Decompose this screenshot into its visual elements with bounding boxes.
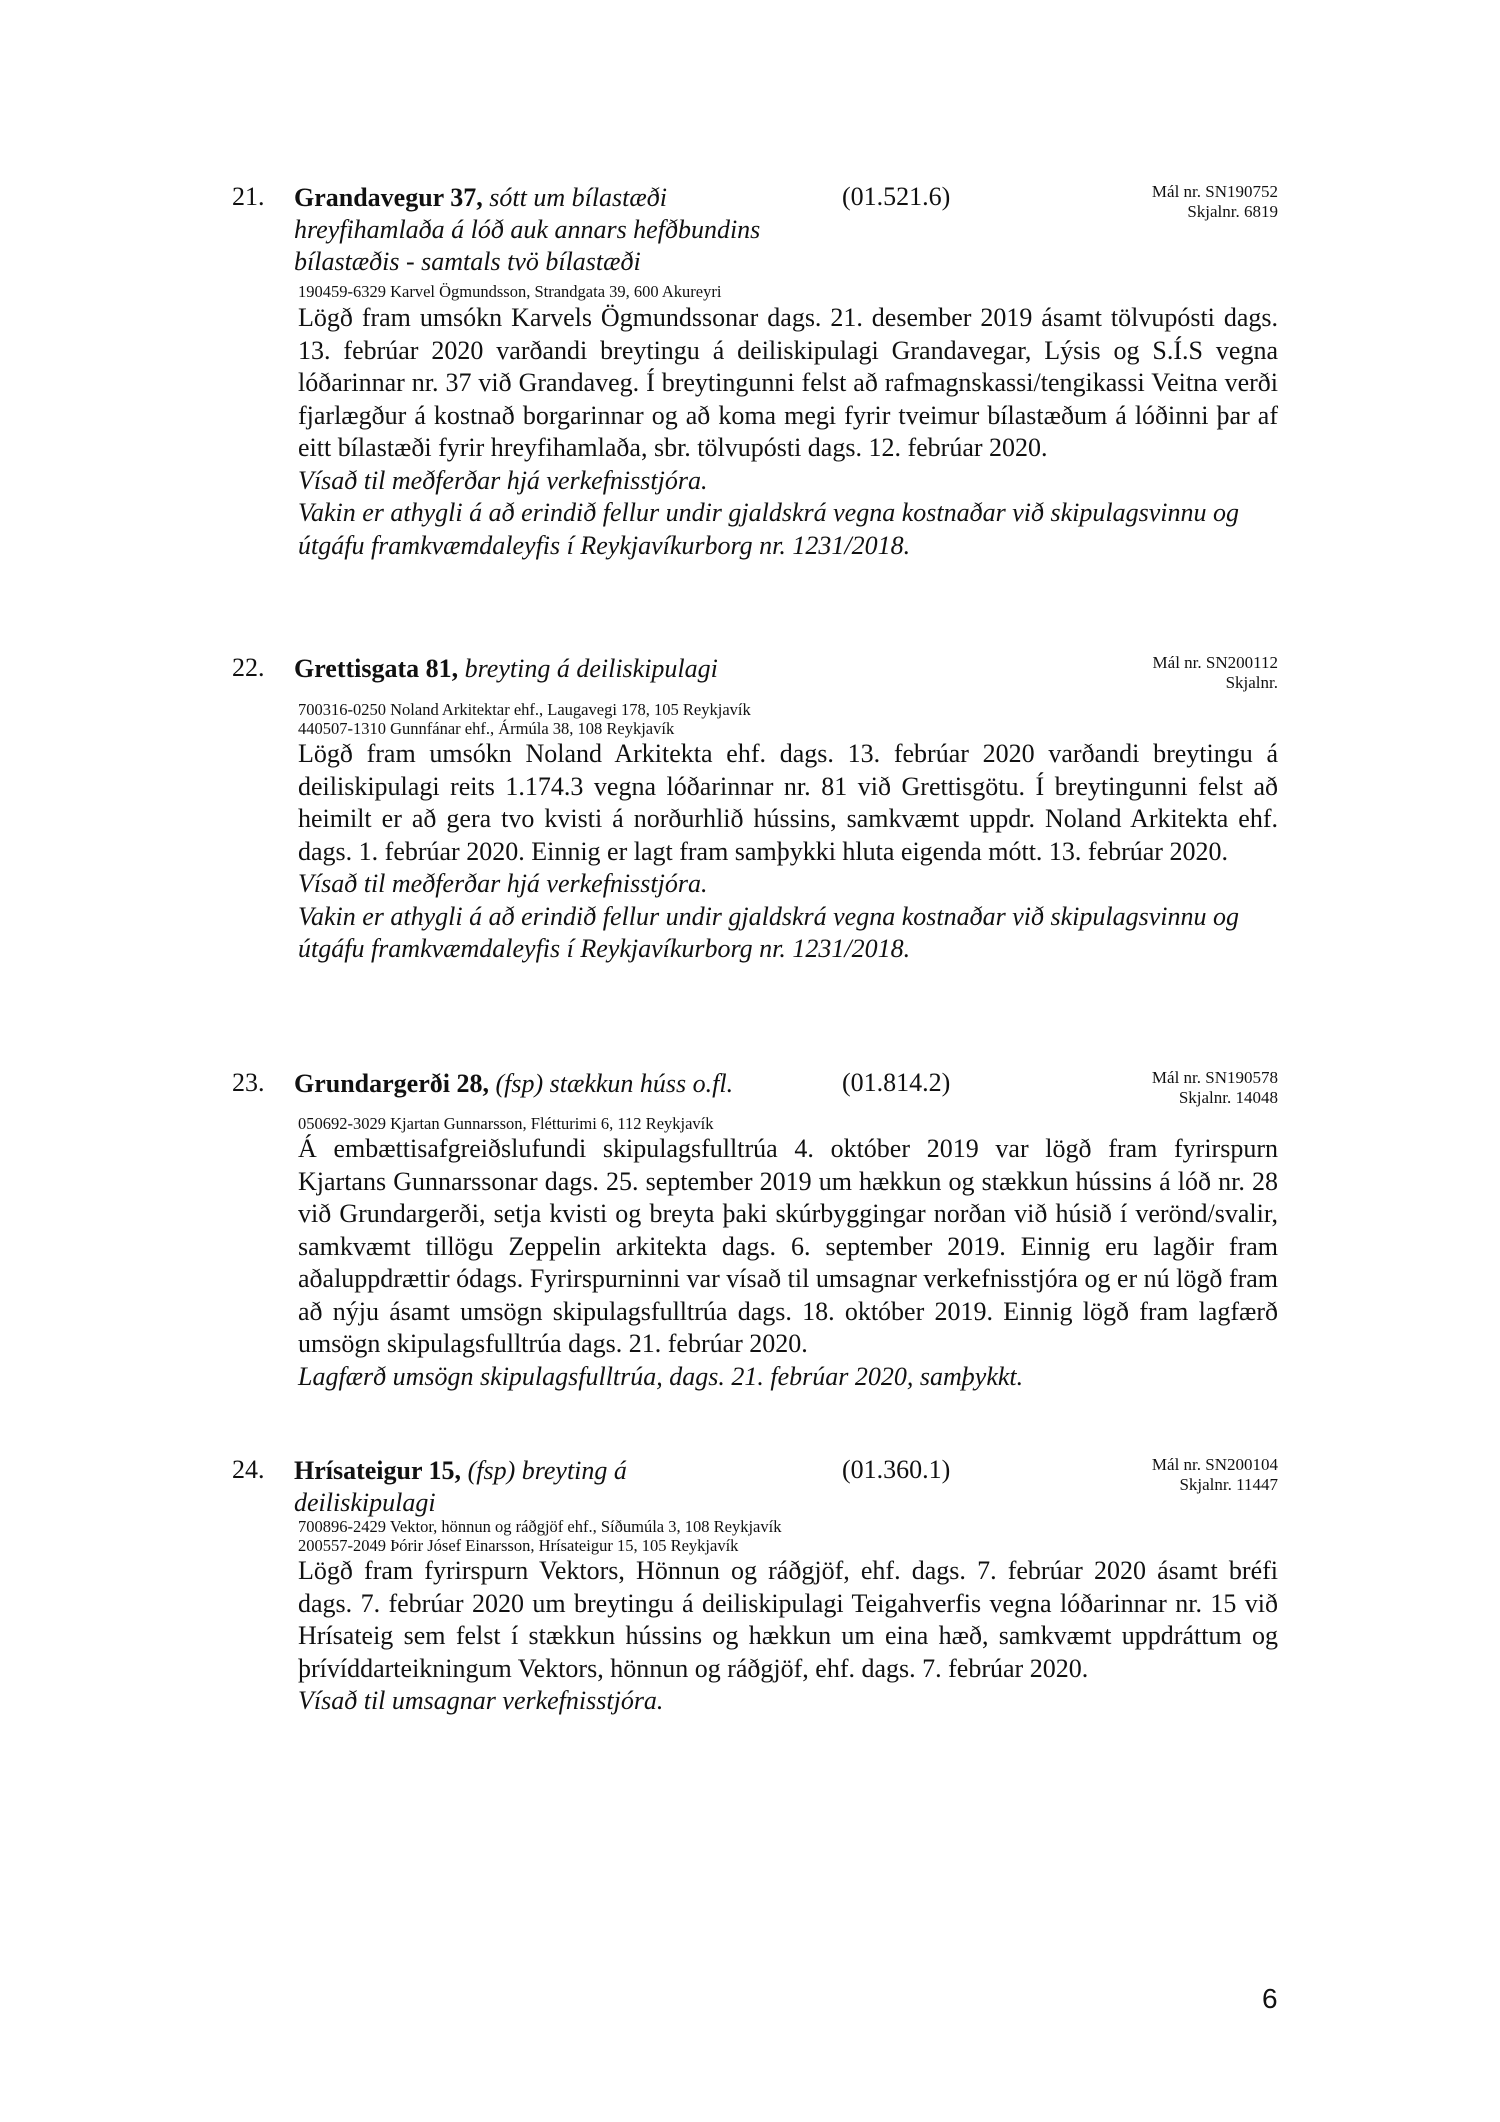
case-number: Mál nr. SN200112	[1152, 653, 1278, 672]
case-number: Mál nr. SN200104	[1151, 1455, 1278, 1474]
item-decision: Vakin er athygli á að erindið fellur undir gjaldskrá vegna kostnaðar við skipulagsvinnu og útgáfu framkvæmdaleyfis í Reykjavíkurborg nr. 1231/2018.	[298, 498, 1239, 560]
case-info	[1152, 1068, 1278, 1108]
item-body	[298, 302, 1278, 562]
item-body	[298, 1133, 1278, 1393]
parties	[298, 1114, 714, 1133]
item-text: Lögð fram umsókn Noland Arkitekta ehf. dags. 13. febrúar 2020 varðandi breytingu á deiliskipulagi reits 1.174.3 vegna lóðarinnar nr. 81 við Grettisgötu. Í breytingunni felst að heimilt er að gera tvo kvisti á norðurhlið hússins, samkvæmt uppdr. Noland Arkitekta ehf. dags. 1. febrúar 2020. Einnig er lagt fram samþykki hluta eigenda mótt. 13. febrúar 2020.	[298, 739, 1278, 866]
item-subject-line: (fsp) stækkun húss o.fl.	[495, 1069, 734, 1098]
party: 050692-3029 Kjartan Gunnarsson, Flétturimi 6, 112 Reykjavík	[298, 1114, 714, 1133]
item-reference: (01.521.6)	[842, 182, 951, 211]
item-title	[294, 1455, 834, 1519]
parties	[298, 282, 721, 301]
party: 190459-6329 Karvel Ögmundsson, Strandgata 39, 600 Akureyri	[298, 282, 722, 301]
item-title	[294, 1068, 834, 1100]
document-number: Skjalnr. 11447	[1179, 1475, 1278, 1494]
parties	[298, 700, 751, 738]
item-subject-line: (fsp) breyting á	[467, 1456, 627, 1485]
item-text: Á embættisafgreiðslufundi skipulagsfulltrúa 4. október 2019 var lögð fram fyrirspurn Kjartans Gunnarssonar dags. 25. september 2019 um hækkun og stækkun hússins á lóð nr. 28 við Grundargerði, setja kvisti og breyta þaki skúrbyggingar norðan við húsið í verönd/svalir, samkvæmt tillögu Zeppelin arkitekta dags. 6. september 2019. Einnig eru lagðir fram aðaluppdrættir ódags. Fyrirspurninni var vísað til umsagnar verkefnisstjóra og er nú lögð fram að nýju ásamt umsögn skipulagsfulltrúa dags. 18. október 2019. Einnig lögð fram lagfærð umsögn skipulagsfulltrúa dags. 21. febrúar 2020.	[298, 1134, 1278, 1358]
party: 200557-2049 Þórir Jósef Einarsson, Hrísateigur 15, 105 Reykjavík	[298, 1536, 739, 1555]
item-decision: Vísað til umsagnar verkefnisstjóra.	[298, 1686, 664, 1715]
party: 700316-0250 Noland Arkitektar ehf., Laugavegi 178, 105 Reykjavík	[298, 700, 751, 719]
item-decision: Vísað til meðferðar hjá verkefnisstjóra.	[298, 869, 708, 898]
page-number: 6	[1262, 1983, 1278, 2014]
item-street: Hrísateigur 15,	[294, 1456, 462, 1485]
party: 440507-1310 Gunnfánar ehf., Ármúla 38, 108 Reykjavík	[298, 719, 675, 738]
item-title	[294, 182, 834, 278]
item-body	[298, 1555, 1278, 1718]
item-subject-line: deiliskipulagi	[294, 1488, 436, 1517]
item-number: 24.	[232, 1455, 265, 1484]
item-reference: (01.360.1)	[842, 1455, 951, 1484]
case-info	[1153, 653, 1278, 693]
case-info	[1152, 182, 1278, 222]
item-street: Grandavegur 37,	[294, 183, 483, 212]
case-number: Mál nr. SN190578	[1151, 1068, 1278, 1087]
item-subject-line: bílastæðis - samtals tvö bílastæði	[294, 247, 641, 276]
item-number: 21.	[232, 182, 265, 211]
item-subject-line: breyting á deiliskipulagi	[464, 654, 718, 683]
case-info	[1152, 1455, 1278, 1495]
document-number: Skjalnr.	[1225, 673, 1278, 692]
parties	[298, 1517, 781, 1555]
document-number: Skjalnr. 6819	[1187, 202, 1278, 221]
item-body	[298, 738, 1278, 966]
item-reference: (01.814.2)	[842, 1068, 951, 1097]
item-decision: Vakin er athygli á að erindið fellur undir gjaldskrá vegna kostnaðar við skipulagsvinnu og útgáfu framkvæmdaleyfis í Reykjavíkurborg nr. 1231/2018.	[298, 901, 1239, 963]
item-street: Grundargerði 28,	[294, 1069, 489, 1098]
item-subject-line: hreyfihamlaða á lóð auk annars hefðbundins	[294, 215, 761, 244]
document-number: Skjalnr. 14048	[1178, 1088, 1278, 1107]
item-title	[294, 653, 834, 685]
case-number: Mál nr. SN190752	[1151, 182, 1278, 201]
item-number: 23.	[232, 1068, 265, 1097]
item-decision: Vísað til meðferðar hjá verkefnisstjóra.	[298, 465, 708, 495]
item-subject-line: sótt um bílastæði	[489, 183, 667, 212]
item-street: Grettisgata 81,	[294, 654, 459, 683]
item-text: Lögð fram fyrirspurn Vektors, Hönnun og ráðgjöf, ehf. dags. 7. febrúar 2020 ásamt bréfi dags. 7. febrúar 2020 um breytingu á deiliskipulagi Teigahverfis vegna lóðarinnar nr. 15 við Hrísateig sem felst í stækkun hússins og hækkun um eina hæð, samkvæmt uppdráttum og þrívíddarteikningum Vektors, hönnun og ráðgjöf, ehf. dags. 7. febrúar 2020.	[298, 1556, 1278, 1683]
item-text: Lögð fram umsókn Karvels Ögmundssonar dags. 21. desember 2019 ásamt tölvupósti dags. 13. febrúar 2020 varðandi breytingu á deiliskipulagi Grandavegar, Lýsis og S.Í.S vegna lóðarinnar nr. 37 við Grandaveg. Í breytingunni felst að rafmagnskassi/tengikassi Veitna verði fjarlægður á kostnað borgarinnar og að koma megi fyrir tveimur bílastæðum á lóðinni þar af eitt bílastæði fyrir hreyfihamlaða, sbr. tölvupósti dags. 12. febrúar 2020.	[298, 303, 1278, 462]
item-number: 22.	[232, 653, 265, 682]
party: 700896-2429 Vektor, hönnun og ráðgjöf ehf., Síðumúla 3, 108 Reykjavík	[298, 1517, 782, 1536]
item-decision: Lagfærð umsögn skipulagsfulltrúa, dags. 21. febrúar 2020, samþykkt.	[298, 1361, 1024, 1391]
